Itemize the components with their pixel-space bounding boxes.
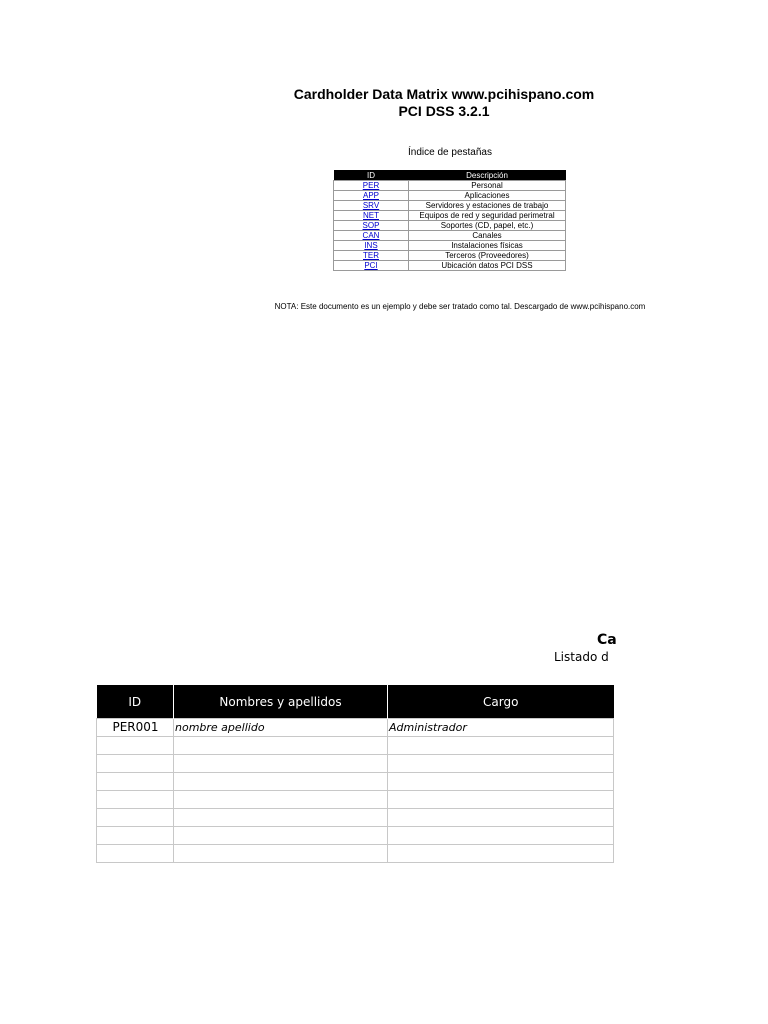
- personal-col-role: Cargo: [388, 685, 614, 719]
- index-link-sop[interactable]: SOP: [362, 221, 380, 230]
- index-col-description: Descripción: [409, 170, 566, 181]
- index-desc-ins: Instalaciones físicas: [409, 241, 566, 251]
- index-link-ter[interactable]: TER: [363, 251, 379, 260]
- cell-id[interactable]: [97, 827, 174, 845]
- cell-id[interactable]: [97, 791, 174, 809]
- cell-name[interactable]: [174, 809, 388, 827]
- personal-header-row: [97, 685, 614, 719]
- index-desc-net: Equipos de red y seguridad perimetral: [409, 211, 566, 221]
- index-link-per[interactable]: PER: [362, 181, 380, 190]
- cell-name[interactable]: [174, 737, 388, 755]
- sheet-subtitle: Listado d: [554, 650, 609, 664]
- cell-role[interactable]: [388, 773, 614, 791]
- cell-name[interactable]: nombre apellido: [174, 719, 388, 737]
- index-link-ins[interactable]: INS: [364, 241, 378, 250]
- index-row-ins: [334, 241, 566, 251]
- table-row: [97, 755, 614, 773]
- index-row-per: [334, 181, 566, 191]
- index-desc-per: Personal: [409, 181, 566, 191]
- index-desc-can: Canales: [409, 231, 566, 241]
- index-col-id: ID: [334, 170, 409, 181]
- index-header-row: [334, 170, 566, 181]
- table-row: [97, 791, 614, 809]
- cell-id[interactable]: [97, 809, 174, 827]
- cell-id[interactable]: [97, 755, 174, 773]
- table-row: [97, 773, 614, 791]
- index-row-sop: [334, 221, 566, 231]
- index-caption: Índice de pestañas: [408, 147, 492, 158]
- title-line-2: PCI DSS 3.2.1: [398, 103, 490, 119]
- table-row: [97, 737, 614, 755]
- cell-name[interactable]: [174, 827, 388, 845]
- index-link-can[interactable]: CAN: [362, 231, 380, 240]
- table-row: [97, 845, 614, 863]
- index-desc-ter: Terceros (Proveedores): [409, 251, 566, 261]
- index-row-can: [334, 231, 566, 241]
- tab-index-table: [333, 170, 566, 271]
- index-row-ter: [334, 251, 566, 261]
- disclaimer-note: NOTA: Este documento es un ejemplo y debe ser tratado como tal. Descargado de www.pcihispano.com: [274, 302, 646, 311]
- cell-id[interactable]: [97, 845, 174, 863]
- cell-role[interactable]: [388, 737, 614, 755]
- table-row: [97, 809, 614, 827]
- index-desc-app: Aplicaciones: [409, 191, 566, 201]
- index-link-srv[interactable]: SRV: [362, 201, 380, 210]
- index-desc-pci: Ubicación datos PCI DSS: [409, 261, 566, 271]
- cell-role[interactable]: [388, 827, 614, 845]
- cell-role[interactable]: [388, 755, 614, 773]
- cell-name[interactable]: [174, 845, 388, 863]
- cell-name[interactable]: [174, 791, 388, 809]
- document-title: [0, 86, 768, 120]
- index-link-app[interactable]: APP: [362, 191, 379, 200]
- cell-name[interactable]: [174, 755, 388, 773]
- cell-role[interactable]: [388, 809, 614, 827]
- index-desc-srv: Servidores y estaciones de trabajo: [409, 201, 566, 211]
- cell-name[interactable]: [174, 773, 388, 791]
- cell-id[interactable]: PER001: [97, 719, 174, 737]
- index-row-app: [334, 191, 566, 201]
- personal-table: [96, 685, 614, 863]
- table-row: [97, 719, 614, 737]
- index-desc-sop: Soportes (CD, papel, etc.): [409, 221, 566, 231]
- index-row-pci: [334, 261, 566, 271]
- table-row: [97, 827, 614, 845]
- personal-col-id: ID: [97, 685, 174, 719]
- index-row-srv: [334, 201, 566, 211]
- personal-col-name: Nombres y apellidos: [174, 685, 388, 719]
- title-line-1: Cardholder Data Matrix www.pcihispano.com: [293, 86, 595, 102]
- cell-role[interactable]: Administrador: [388, 719, 614, 737]
- cell-id[interactable]: [97, 773, 174, 791]
- cell-id[interactable]: [97, 737, 174, 755]
- sheet-title: Ca: [597, 632, 617, 648]
- index-row-net: [334, 211, 566, 221]
- cell-role[interactable]: [388, 845, 614, 863]
- index-link-net[interactable]: NET: [363, 211, 379, 220]
- index-link-pci[interactable]: PCI: [364, 261, 378, 270]
- cell-role[interactable]: [388, 791, 614, 809]
